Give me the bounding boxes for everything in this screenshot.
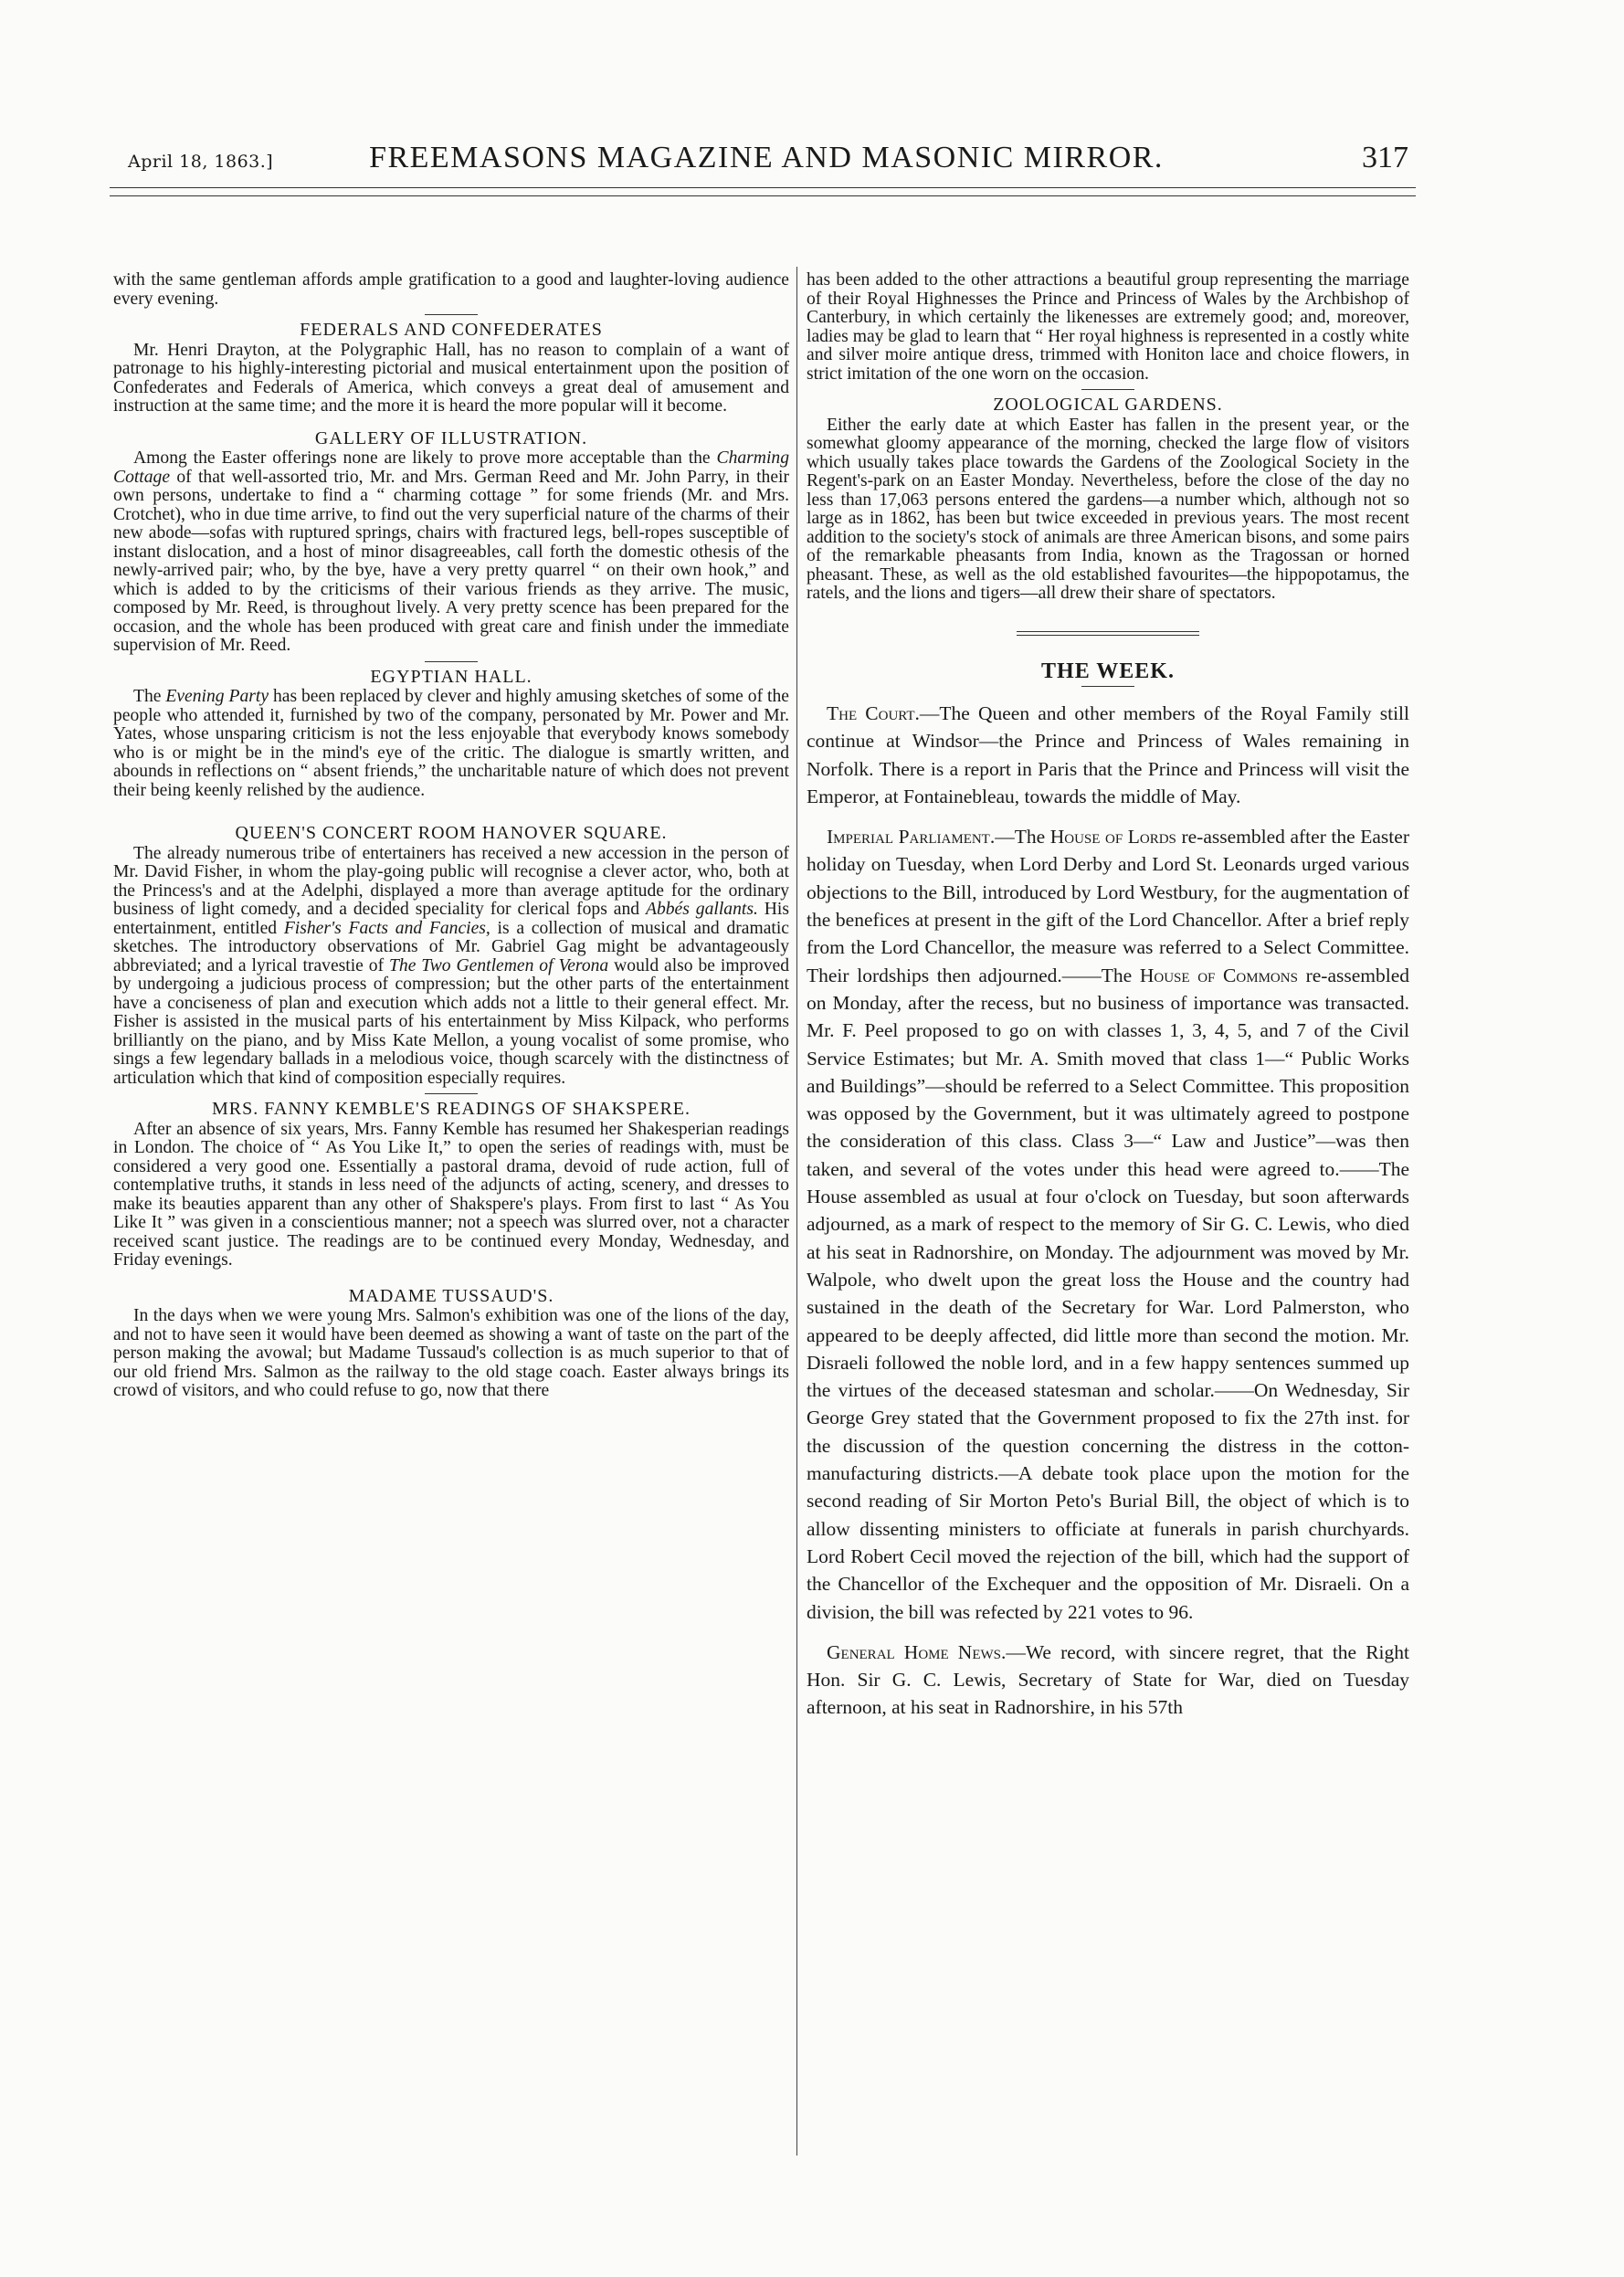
queens-heading: QUEEN'S CONCERT ROOM HANOVER SQUARE. [235,823,668,843]
kemble-heading: MRS. FANNY KEMBLE'S READINGS OF SHAKSPERE. [211,1099,691,1119]
gallery-paragraph: Among the Easter offerings none are likely to prove more acceptable than the Charming Cottage of that well-assorted trio, Mr. and Mrs. German Reed and Mr. John Parry, in their own persons, undertake to find a “ charming cottage ” for some friends (Mr. and Mrs. Crotchet), who in due time arrive, to find out the very superficial nature of the charms of their new abode—sofas with ruptured springs, chairs with fractured legs, bell-ropes susceptible of instant dislocation, and a host of minor disagreeables, call forth the domestic othesis of the newly-arrived pair; who, by the bye, have a very pretty quarrel “ on their own hook,” and which is added to by the criticisms of their various friends as they arrive. The music, composed by Mr. Reed, is throughout lively. A very pretty scence has been prepared for the occasion, and the whole has been produced with great care and finish under the immediate supervision of Mr. Reed. [113,448,789,655]
page-number: 317 [1362,141,1408,174]
magazine-title: FREEMASONS MAGAZINE AND MASONIC MIRROR. [369,141,1164,174]
home-news-paragraph: General Home News.—We record, with sincere regret, that the Right Hon. Sir G. C. Lewis, Secretary of State for War, died on Tuesday afternoon, at his seat in Radnorshire, in his 57th [807,1640,1410,1719]
continued-paragraph: has been added to the other attractions a beautiful group representing the marriage of their Royal Highnesses the Prince and Princess of Wales by the Archbishop of Canterbury, in which certainly the likenesses are extremely good; and, moreover, ladies may be glad to learn that “ Her royal highness is represented in a costly white and silver moire antique dress, trimmed with Honiton lace and choice flowers, in strict imitation of the one worn on the occasion. [807,270,1409,384]
federals-paragraph: Mr. Henri Drayton, at the Polygraphic Hall, has no reason to complain of a want of patronage to his highly-interesting pictorial and musical entertainment upon the position of Confederates and Federals of America, which conveys a great deal of amusement and instruction at the same time; and the more it is heard the more popular will it become. [113,340,789,416]
parliament-paragraph: Imperial Parliament.—The House of Lords re-assembled after the Easter holiday on Tuesday, when Lord Derby and Lord St. Leonards urged various objections to the Bill, introduced by Lord Westbury, for the augmentation of the benefices at present in the gift of the Lord Chancellor. After a brief reply from the Lord Chancellor, the measure was referred to a Select Committee. Their lordships then adjourned.——The House of Commons re-assembled on Monday, after the recess, but no business of importance was transacted. Mr. F. Peel proposed to go on with classes 1, 3, 4, 5, and 7 of the Civil Service Estimates; but Mr. A. Smith moved that class 1—“ Public Works and Buildings”—should be referred to a Select Committee. This proposition was opposed by the Government, but it was ultimately agreed to postpone the consideration of this class. Class 3—“ Law and Justice”—was then taken, and several of the votes under this head were agreed to.——The House assembled as usual at four o'clock on Tuesday, but soon afterwards adjourned, as a mark of respect to the memory of Sir G. C. Lewis, who died at his seat in Radnorshire, on Monday. The adjournment was moved by Mr. Walpole, who dwelt upon the great loss the House and the country had sustained in the death of the Secretary for War. Lord Palmerston, who appeared to be deeply affected, did little more than second the motion. Mr. Disraeli followed the noble lord, and in a few happy sentences summed up the virtues of the deceased statesman and scholar.——On Wednesday, Sir George Grey stated that the Government proposed to fix the 27th inst. for the discussion of the question concerning the distress in the cotton-manufacturing districts.—A debate took place upon the motion for the second reading of Sir Morton Peto's Burial Bill, the object of which is to allow dissenting ministers to officiate at funerals in parish churchyards. Lord Robert Cecil moved the rejection of the bill, which had the support of the Chancellor of the Exchequer and the opposition of Mr. Disraeli. On a division, the bill was refected by 221 votes to 96. [807,826,1410,1623]
section-separator [1081,686,1134,687]
queens-paragraph: The already numerous tribe of entertainers has received a new accession in the person of Mr. David Fisher, in whom the play-going public will recognise a clever actor, who, both at the Princess's and at the Adelphi, displayed a more than average aptitude for the ordinary business of light comedy, and a decided speciality for clerical fops and Abbés gallants. His entertainment, entitled Fisher's Facts and Fancies, is a collection of musical and dramatic sketches. The introductory observations of Mr. Gabriel Gag might be advantageously abbreviated; and a lyrical travestie of The Two Gentlemen of Verona would also be improved by undergoing a judicious process of compression; but the other parts of the entertainment have a conciseness of plan and execution which adds not a little to their general effect. Mr. Fisher is assisted in the musical parts of his entertainment by Miss Kilpack, who performs brilliantly on the piano, and by Miss Kate Mellon, a young vocalist of some promise, who sings a few legendary ballads in a melodious voice, though scarcely with the distinctness of articulation which that kind of composition especially requires. [113,843,789,1088]
egyptian-heading: EGYPTIAN HALL. [370,666,533,687]
right-column [807,271,1409,1722]
header-rule-bottom [110,195,1416,196]
section-separator [425,314,478,315]
page-header [121,128,1412,179]
zoo-paragraph: Either the early date at which Easter has fallen in the present year, or the somewhat gloomy appearance of the morning, checked the large flow of visitors which usually takes place towards the Gardens of the Zoological Society in the Regent's-park on an Easter Monday. Nevertheless, before the close of the day no less than 17,063 persons entered the gardens—a number which, although not so large as in 1862, has been but twice exceeded in previous years. The most recent addition to the society's stock of animals are three American bisons, and some pairs of the remarkable pheasants from India, known as the Tragossan or horned pheasant. These, as well as the old established favourites—the hippopotamus, the ratels, and the lions and tigers—all drew their share of spectators. [807,415,1409,603]
egyptian-paragraph: The Evening Party has been replaced by clever and highly amusing sketches of some of the people who attended it, furnished by two of the company, personated by Mr. Power and Mr. Yates, whose unsparing criticism is not the less enjoyable that everybody knows somebody who is or might be in the mind's eye of the critic. The dialogue is smartly written, and abounds in reflections on “ absent friends,” the uncharitable nature of which does not prevent their being keenly relished by the audience. [113,687,789,800]
section-separator [425,1093,478,1094]
zoo-heading: ZOOLOGICAL GARDENS. [993,395,1223,415]
gallery-heading: GALLERY OF ILLUSTRATION. [314,427,588,448]
issue-date: April 18, 1863.] [128,152,274,172]
kemble-paragraph: After an absence of six years, Mrs. Fanny Kemble has resumed her Shakesperian readings in London. The choice of “ As You Like It,” to open the series of readings with, must be considered a very good one. Essentially a pastoral drama, devoid of rude action, full of contemplative truths, it stands in less need of the adjuncts of acting, scenery, and dresses to make its beauties apparent than any other of Shakspere's plays. From first to last “ As You Like It ” was given in a conscientious manner; not a speech was slurred over, not a character received scant justice. The readings are to be continued every Monday, Wednesday, and Friday evenings. [113,1119,789,1270]
header-rule-top [110,187,1416,188]
double-rule [1017,631,1199,638]
court-paragraph: The Court.—The Queen and other members of the Royal Family still continue at Windsor—the Prince and Princess of Wales remaining in Norfolk. There is a report in Paris that the Prince and Princess will visit the Emperor, at Fontainebleau, towards the middle of May. [807,702,1409,807]
tussaud-paragraph: In the days when we were young Mrs. Salmon's exhibition was one of the lions of the day, and not to have seen it would have been deemed as showing a want of taste on the part of the person making the avowal; but Madame Tussaud's collection is as much superior to that of our old friend Mrs. Salmon as the railway to the old stage coach. Easter always brings its crowd of visitors, and who could refuse to go, now that there [113,1306,789,1400]
section-separator [1081,389,1134,390]
tussaud-heading: MADAME TUSSAUD'S. [348,1285,554,1306]
left-column [113,271,789,1401]
section-separator [425,661,478,662]
federals-heading: FEDERALS AND CONFEDERATES [300,320,603,340]
week-heading: THE WEEK. [1041,659,1175,683]
column-divider [796,267,797,2156]
continued-paragraph: with the same gentleman affords ample gratification to a good and laughter-loving audience every evening. [113,270,789,309]
